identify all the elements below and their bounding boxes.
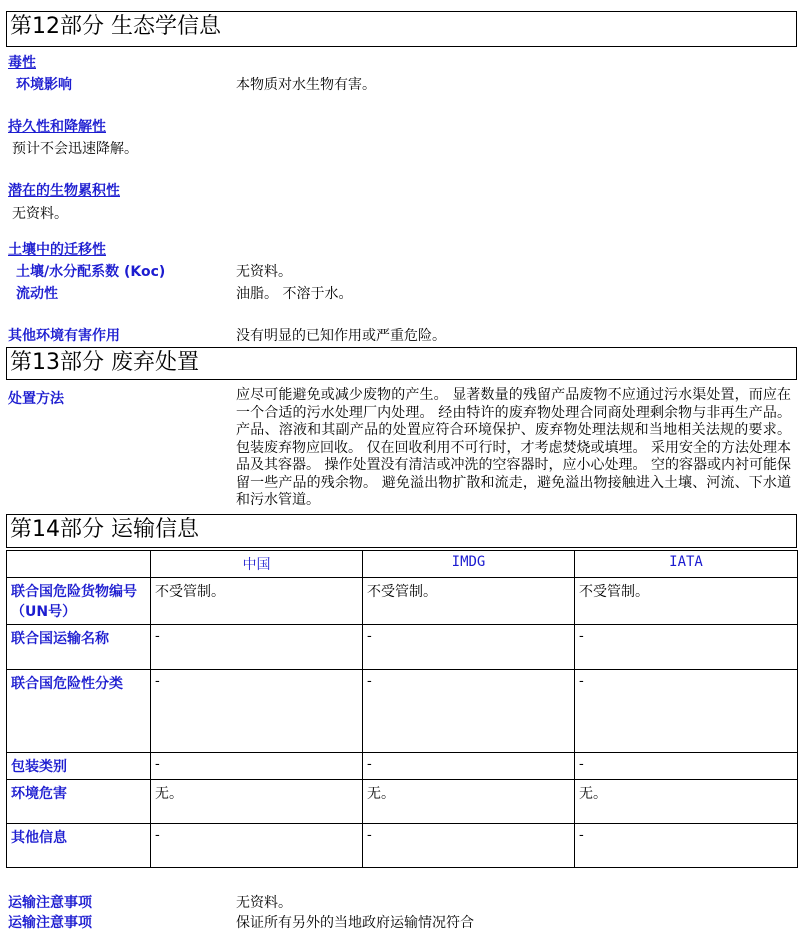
table-row xyxy=(7,780,798,824)
table-cell: 无。 xyxy=(575,780,798,824)
row-label-other-info: 其他信息 xyxy=(7,824,151,868)
transport-notes-value-2: 保证所有另外的当地政府运输情况符合 xyxy=(236,915,474,931)
other-effect-value: 没有明显的已知作用或严重危险。 xyxy=(236,328,446,344)
table-cell: - xyxy=(575,625,798,670)
table-cell: - xyxy=(151,753,363,780)
table-cell: - xyxy=(151,824,363,868)
bioaccum-heading[interactable]: 潜在的生物累积性 xyxy=(8,183,120,199)
table-cell: - xyxy=(363,824,575,868)
table-cell: 不受管制。 xyxy=(363,578,575,625)
table-cell: - xyxy=(575,753,798,780)
table-header-row xyxy=(7,551,798,578)
section-12-header xyxy=(6,11,797,47)
column-header-iata: IATA xyxy=(575,551,798,578)
mobility-label: 流动性 xyxy=(16,286,58,302)
section-13-title: 第13部分 废弃处置 xyxy=(10,350,199,375)
table-cell: - xyxy=(575,670,798,753)
toxicity-heading[interactable]: 毒性 xyxy=(8,55,36,71)
row-label-packing-group: 包装类别 xyxy=(7,753,151,780)
column-header xyxy=(7,551,151,578)
disposal-method-value: 应尽可能避免或减少废物的产生。 显著数量的残留产品废物不应通过污水渠处置，而应在一个合适的污水处理厂内处理。 经由特许的废弃物处理合同商处理剩余物与非再生产品。 产品、溶液和其副产品的处置应符合环境保护、废弃物处理法规和当地相关法规的要求。 包装废弃物应回收。 仅在回收利用不可行时，才考虑焚烧或填埋。 采用安全的方法处理本品及其容器。 操作处置没有清洁或冲洗的空容器时，应小心处理。 空的容器或内衬可能保留一些产品的残余物。 避免溢出物扩散和流走，避免溢出物接触进入土壤、河流、下水道和污水管道。 xyxy=(236,387,791,508)
table-cell: - xyxy=(363,625,575,670)
row-label-un-number: 联合国危险货物编号（UN号） xyxy=(7,578,151,625)
row-label-hazard-class: 联合国危险性分类 xyxy=(7,670,151,753)
disposal-method-label: 处置方法 xyxy=(8,391,64,407)
transport-notes-label-1: 运输注意事项 xyxy=(8,895,92,911)
table-row xyxy=(7,578,798,625)
table-cell: 无。 xyxy=(151,780,363,824)
table-cell: 不受管制。 xyxy=(151,578,363,625)
table-cell: - xyxy=(363,670,575,753)
env-effect-value: 本物质对水生物有害。 xyxy=(236,77,376,93)
mobility-heading[interactable]: 土壤中的迁移性 xyxy=(8,242,106,258)
section-12-title: 第12部分 生态学信息 xyxy=(10,14,221,39)
bioaccum-value: 无资料。 xyxy=(12,206,68,222)
table-row xyxy=(7,753,798,780)
row-label-shipping-name: 联合国运输名称 xyxy=(7,625,151,670)
koc-label: 土壤/水分配系数 (Koc) xyxy=(16,264,166,280)
row-label-env-hazard: 环境危害 xyxy=(7,780,151,824)
section-13-header xyxy=(6,347,797,380)
table-cell: 不受管制。 xyxy=(575,578,798,625)
transport-table xyxy=(6,550,798,868)
mobility-value: 油脂。 不溶于水。 xyxy=(236,286,353,302)
persistence-value: 预计不会迅速降解。 xyxy=(12,141,138,157)
table-row xyxy=(7,824,798,868)
table-row xyxy=(7,625,798,670)
section-14-title: 第14部分 运输信息 xyxy=(10,517,199,542)
other-effect-label: 其他环境有害作用 xyxy=(8,328,120,344)
koc-value: 无资料。 xyxy=(236,264,292,280)
column-header-china: 中国 xyxy=(151,551,363,578)
table-cell: - xyxy=(575,824,798,868)
table-row xyxy=(7,670,798,753)
persistence-heading[interactable]: 持久性和降解性 xyxy=(8,119,106,135)
table-cell: - xyxy=(151,625,363,670)
transport-notes-label-2: 运输注意事项 xyxy=(8,915,92,931)
section-14-header xyxy=(6,514,797,548)
table-cell: - xyxy=(151,670,363,753)
table-cell: 无。 xyxy=(363,780,575,824)
table-cell: - xyxy=(363,753,575,780)
column-header-imdg: IMDG xyxy=(363,551,575,578)
transport-notes-value-1: 无资料。 xyxy=(236,895,292,911)
env-effect-label: 环境影响 xyxy=(16,77,72,93)
